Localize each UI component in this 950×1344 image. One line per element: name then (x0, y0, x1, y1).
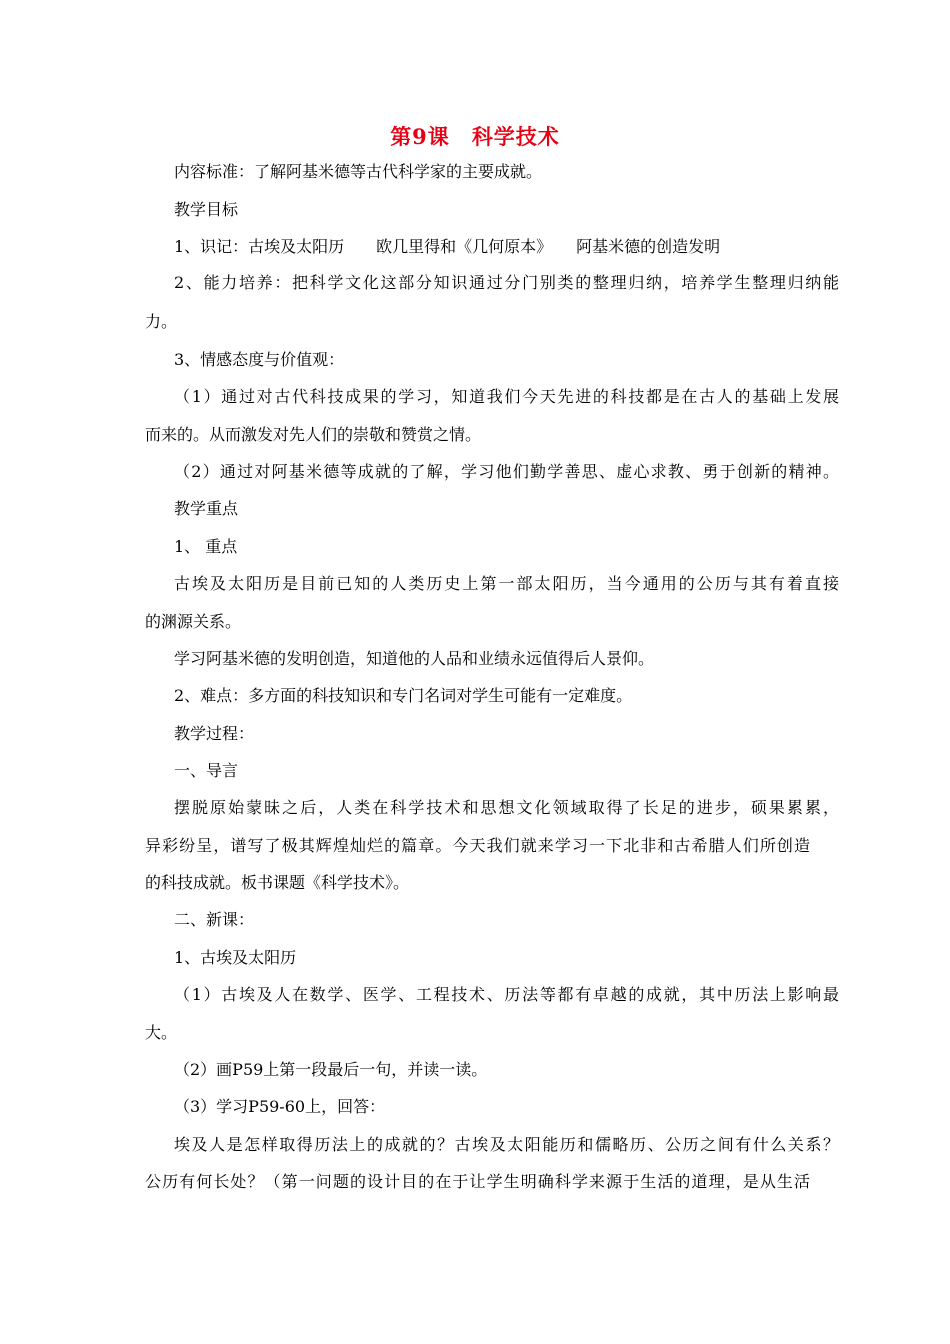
lesson-name: 科学技术 (471, 124, 560, 149)
paragraph-line: 的科技成就。板书课题《科学技术》。 (145, 873, 410, 892)
lesson-number: 第9课 (390, 124, 450, 149)
paragraph-line: 摆脱原始蒙昧之后，人类在科学技术和思想文化领域取得了长足的进步，硕果累累， (174, 798, 839, 817)
page-title (0, 121, 950, 151)
paragraph-line: 公历有何长处？（第一问题的设计目的在于让学生明确科学来源于生活的道理，是从生活 (145, 1172, 810, 1191)
paragraph-line: （1）古埃及人在数学、医学、工程技术、历法等都有卓越的成就，其中历法上影响最 (174, 985, 839, 1004)
paragraph-line: 2、难点：多方面的科技知识和专门名词对学生可能有一定难度。 (174, 686, 633, 705)
paragraph-line: 力。 (145, 312, 178, 331)
paragraph-line: 2、能力培养：把科学文化这部分知识通过分门别类的整理归纳，培养学生整理归纳能 (174, 273, 839, 292)
section-heading: 教学过程： (174, 724, 255, 743)
paragraph-line: 1、 重点 (174, 537, 238, 556)
paragraph-line: 埃及人是怎样取得历法上的成就的？古埃及太阳能历和儒略历、公历之间有什么关系？ (174, 1135, 839, 1154)
content-standard: 内容标准：了解阿基米德等古代科学家的主要成就。 (174, 162, 543, 181)
paragraph-line: 异彩纷呈，谱写了极其辉煌灿烂的篇章。今天我们就来学习一下北非和古希腊人们所创造 (145, 836, 810, 855)
paragraph-line: 大。 (145, 1023, 178, 1042)
paragraph-line: 1、识记：古埃及太阳历 欧几里得和《几何原本》 阿基米德的创造发明 (174, 237, 721, 256)
section-heading: 二、新课： (174, 910, 255, 929)
section-heading: 教学重点 (174, 499, 239, 518)
paragraph-line: 而来的。从而激发对先人们的崇敬和赞赏之情。 (145, 425, 482, 444)
section-heading: 1、古埃及太阳历 (174, 948, 297, 967)
paragraph-line: （3）学习P59-60上，回答： (174, 1097, 386, 1116)
paragraph-line: 古埃及太阳历是目前已知的人类历史上第一部太阳历，当今通用的公历与其有着直接 (174, 574, 839, 593)
paragraph-line: 的渊源关系。 (145, 612, 242, 631)
paragraph-line: 学习阿基米德的发明创造，知道他的人品和业绩永远值得后人景仰。 (174, 649, 655, 668)
section-heading: 教学目标 (174, 200, 239, 219)
section-heading: 一、导言 (174, 761, 239, 780)
paragraph-line: （2）通过对阿基米德等成就的了解，学习他们勤学善思、虚心求教、勇于创新的精神。 (174, 462, 839, 481)
paragraph-line: （1）通过对古代科技成果的学习，知道我们今天先进的科技都是在古人的基础上发展 (174, 387, 839, 406)
paragraph-line: 3、情感态度与价值观： (174, 350, 345, 369)
paragraph-line: （2）画P59上第一段最后一句，并读一读。 (174, 1060, 488, 1079)
